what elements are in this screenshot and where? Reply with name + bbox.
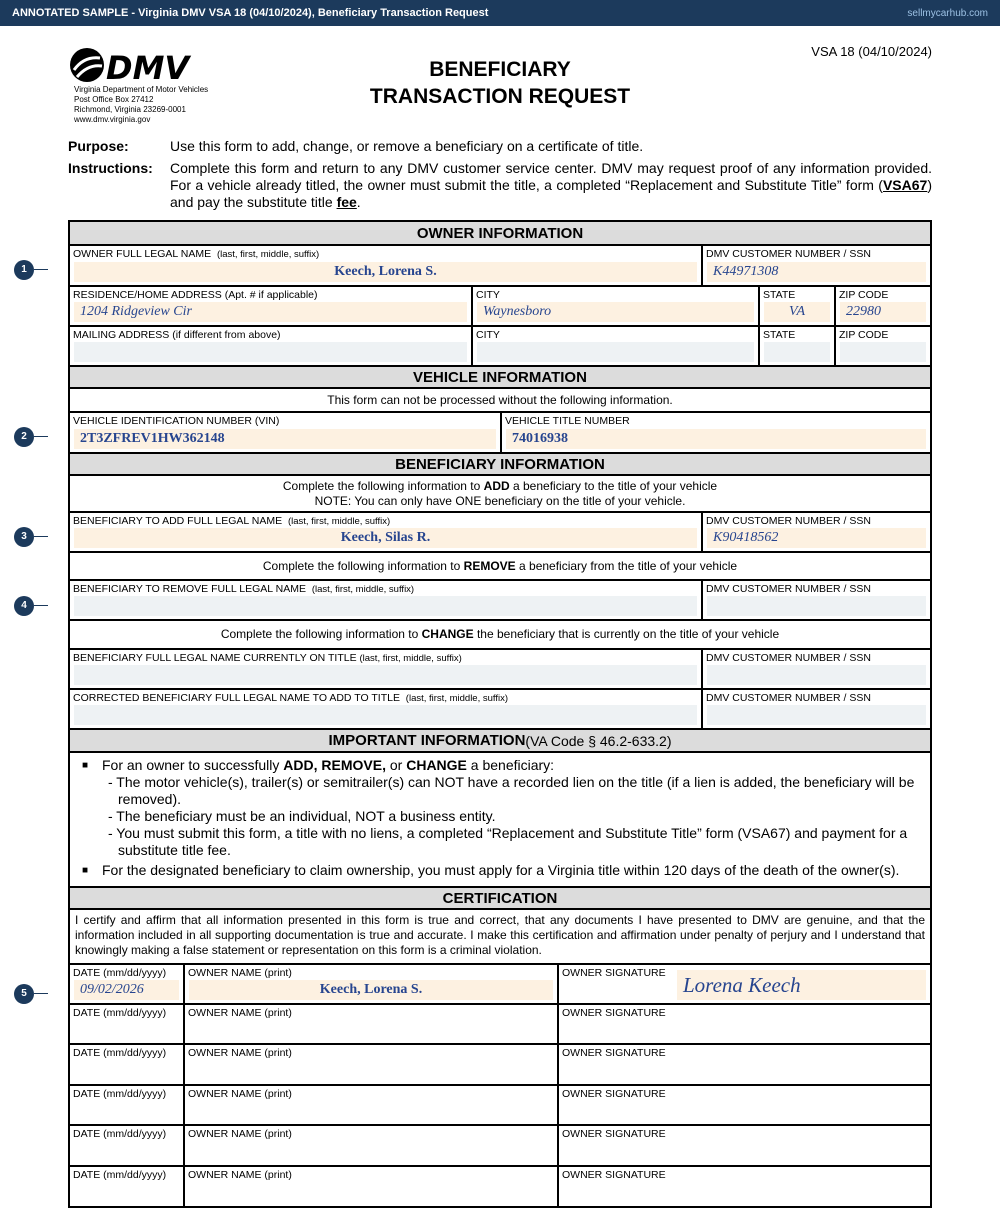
annotation-marker-5: 5 [14, 984, 34, 1004]
residence-field[interactable]: 1204 Ridgeview Cir [74, 302, 467, 322]
corrected-name-cell: CORRECTED BENEFICIARY FULL LEGAL NAME TO ADD TO TITLE (last, first, middle, suffix) [70, 690, 703, 728]
signature-row-4: DATE (mm/dd/yyyy) OWNER NAME (print) OWNER SIGNATURE [70, 1086, 930, 1126]
state-cell: STATE VA [760, 287, 836, 325]
vin-field[interactable]: 2T3ZFREV1HW362148 [74, 429, 496, 449]
instructions [68, 160, 932, 211]
owner-name-field[interactable]: Keech, Lorena S. [74, 262, 697, 282]
current-dmv-cell: DMV CUSTOMER NUMBER / SSN [703, 650, 930, 688]
remove-name-cell: BENEFICIARY TO REMOVE FULL LEGAL NAME (last, first, middle, suffix) [70, 581, 703, 619]
agency-website: www.dmv.virginia.gov [74, 115, 151, 124]
annotation-marker-3: 3 [14, 527, 34, 547]
current-dmv-field[interactable] [707, 665, 926, 685]
remove-dmv-cell: DMV CUSTOMER NUMBER / SSN [703, 581, 930, 619]
vehicle-row [70, 413, 930, 454]
vin-cell: VEHICLE IDENTIFICATION NUMBER (VIN) 2T3ZFREV1HW362148 [70, 413, 502, 452]
vehicle-section-header: VEHICLE INFORMATION [70, 367, 930, 389]
important-bullet-2: ■ For the designated beneficiary to claim ownership, you must apply for a Virginia title within 120 days of the death of the owner(s). [82, 862, 900, 878]
mailing-city-field[interactable] [477, 342, 754, 362]
title-number-field[interactable]: 74016938 [506, 429, 926, 449]
date-field[interactable]: 09/02/2026 [74, 980, 179, 1000]
owner-print-cell: OWNER NAME (print) Keech, Lorena S. [185, 965, 559, 1003]
corrected-dmv-cell: DMV CUSTOMER NUMBER / SSN [703, 690, 930, 728]
important-section-header: IMPORTANT INFORMATION (VA Code § 46.2-633.2) [70, 730, 930, 753]
certification-text: I certify and affirm that all information presented in this form is true and correct, that any documents I have presented to DMV are genuine, and that the information included in all supporting documentation is true and accurate. I make this certification and affirmation under penalty of perjury and I understand that knowingly making a false statement or representation on this form is a criminal violation. [70, 910, 930, 965]
owner-name-cell: OWNER FULL LEGAL NAME (last, first, middle, suffix) Keech, Lorena S. [70, 246, 703, 285]
mailing-state-cell: STATE [760, 327, 836, 365]
city-cell: CITY Waynesboro [473, 287, 760, 325]
owner-signature[interactable]: Lorena Keech [677, 970, 926, 1000]
form-number: VSA 18 (04/10/2024) [811, 44, 932, 59]
purpose-text: Use this form to add, change, or remove a beneficiary on a certificate of title. [170, 138, 644, 154]
form-title [300, 56, 700, 110]
signature-row-3: DATE (mm/dd/yyyy) OWNER NAME (print) OWNER SIGNATURE [70, 1045, 930, 1086]
signature-row-2: DATE (mm/dd/yyyy) OWNER NAME (print) OWNER SIGNATURE [70, 1005, 930, 1045]
state-field[interactable]: VA [764, 302, 830, 322]
mailing-zip-cell: ZIP CODE [836, 327, 930, 365]
mailing-city-cell: CITY [473, 327, 760, 365]
agency-city: Richmond, Virginia 23269-0001 [74, 105, 186, 114]
important-bullet-1: ■ For an owner to successfully ADD, REMOVE, or CHANGE a beneficiary: [82, 757, 555, 773]
vsa67-link[interactable]: VSA67 [882, 177, 928, 193]
add-beneficiary-field[interactable]: Keech, Silas R. [74, 528, 697, 548]
mailing-field[interactable] [74, 342, 467, 362]
corrected-beneficiary-row [70, 690, 930, 730]
mailing-state-field[interactable] [764, 342, 830, 362]
agency-address [74, 85, 208, 125]
important-sub-1: - The motor vehicle(s), trailer(s) or semitrailer(s) can NOT have a recorded lien on the title (if a lien is added, the beneficiary will be removed). [108, 774, 915, 807]
title-line-1: BENEFICIARY [429, 58, 571, 81]
important-sub-2: - The beneficiary must be an individual, NOT a business entity. [108, 808, 496, 824]
zip-cell: ZIP CODE 22980 [836, 287, 930, 325]
remove-beneficiary-row [70, 581, 930, 621]
banner-title: ANNOTATED SAMPLE - Virginia DMV VSA 18 (04/10/2024), Beneficiary Transaction Request [12, 7, 489, 19]
title-line-2: TRANSACTION REQUEST [369, 85, 631, 108]
vehicle-note: This form can not be processed without the following information. [70, 389, 930, 413]
add-dmv-cell: DMV CUSTOMER NUMBER / SSN K90418562 [703, 513, 930, 551]
annotation-marker-2: 2 [14, 427, 34, 447]
signature-row-5: DATE (mm/dd/yyyy) OWNER NAME (print) OWNER SIGNATURE [70, 1126, 930, 1167]
purpose-label: Purpose: [68, 138, 129, 154]
certification-section-header: CERTIFICATION [70, 888, 930, 910]
remove-beneficiary-field[interactable] [74, 596, 697, 616]
owner-residence-row [70, 287, 930, 327]
agency-po-box: Post Office Box 27412 [74, 95, 154, 104]
add-name-cell: BENEFICIARY TO ADD FULL LEGAL NAME (last, first, middle, suffix) Keech, Silas R. [70, 513, 703, 551]
owner-name-row [70, 246, 930, 287]
important-info [70, 753, 930, 888]
date-cell: DATE (mm/dd/yyyy) 09/02/2026 [70, 965, 185, 1003]
zip-field[interactable]: 22980 [840, 302, 926, 322]
current-beneficiary-field[interactable] [74, 665, 697, 685]
signature-row-1 [70, 965, 930, 1005]
important-sub-3: - You must submit this form, a title with no liens, a completed “Replacement and Substitute Title” form (VSA67) and payment for a substitute title fee. [108, 825, 908, 858]
annotation-marker-1: 1 [14, 260, 34, 280]
beneficiary-section-header: BENEFICIARY INFORMATION [70, 454, 930, 476]
instructions-label: Instructions: [68, 160, 153, 176]
owner-dmv-cell: DMV CUSTOMER NUMBER / SSN K44971308 [703, 246, 930, 285]
signature-row-6: DATE (mm/dd/yyyy) OWNER NAME (print) OWNER SIGNATURE [70, 1167, 930, 1208]
owner-mailing-row [70, 327, 930, 367]
form-body [68, 220, 932, 1208]
remove-note: Complete the following information to REMOVE a beneficiary from the title of your vehicle [70, 553, 930, 581]
corrected-beneficiary-field[interactable] [74, 705, 697, 725]
add-note: Complete the following information to ADD a beneficiary to the title of your vehicle NOTE: You can only have ONE beneficiary on the title of your vehicle. [70, 476, 930, 513]
top-banner [0, 0, 1000, 26]
current-beneficiary-row [70, 650, 930, 690]
signature-cell: OWNER SIGNATURE Lorena Keech [559, 965, 930, 1003]
purpose [68, 138, 932, 155]
agency-name: Virginia Department of Motor Vehicles [74, 85, 209, 94]
mailing-zip-field[interactable] [840, 342, 926, 362]
fee-link[interactable]: fee [336, 194, 357, 210]
annotation-marker-4: 4 [14, 596, 34, 616]
current-name-cell: BENEFICIARY FULL LEGAL NAME CURRENTLY ON TITLE (last, first, middle, suffix) [70, 650, 703, 688]
instructions-text: Complete this form and return to any DMV customer service center. DMV may request proof of any information provided. For a vehicle already titled, the owner must submit the title, a completed “Replacement and Substitute Title” form (VSA67) and pay the substitute title fee. [170, 160, 932, 210]
change-note: Complete the following information to CHANGE the beneficiary that is currently on the title of your vehicle [70, 621, 930, 650]
title-number-cell: VEHICLE TITLE NUMBER 74016938 [502, 413, 930, 452]
remove-dmv-field[interactable] [707, 596, 926, 616]
owner-section-header: OWNER INFORMATION [70, 222, 930, 246]
corrected-dmv-field[interactable] [707, 705, 926, 725]
banner-site-link[interactable]: sellmycarhub.com [907, 7, 988, 19]
owner-print-field[interactable]: Keech, Lorena S. [189, 980, 553, 1000]
owner-dmv-field[interactable]: K44971308 [707, 262, 926, 282]
residence-cell: RESIDENCE/HOME ADDRESS (Apt. # if applicable) 1204 Ridgeview Cir [70, 287, 473, 325]
mailing-cell: MAILING ADDRESS (if different from above) [70, 327, 473, 365]
add-dmv-field[interactable]: K90418562 [707, 528, 926, 548]
svg-text:DMV: DMV [106, 49, 190, 86]
add-beneficiary-row [70, 513, 930, 553]
city-field[interactable]: Waynesboro [477, 302, 754, 322]
